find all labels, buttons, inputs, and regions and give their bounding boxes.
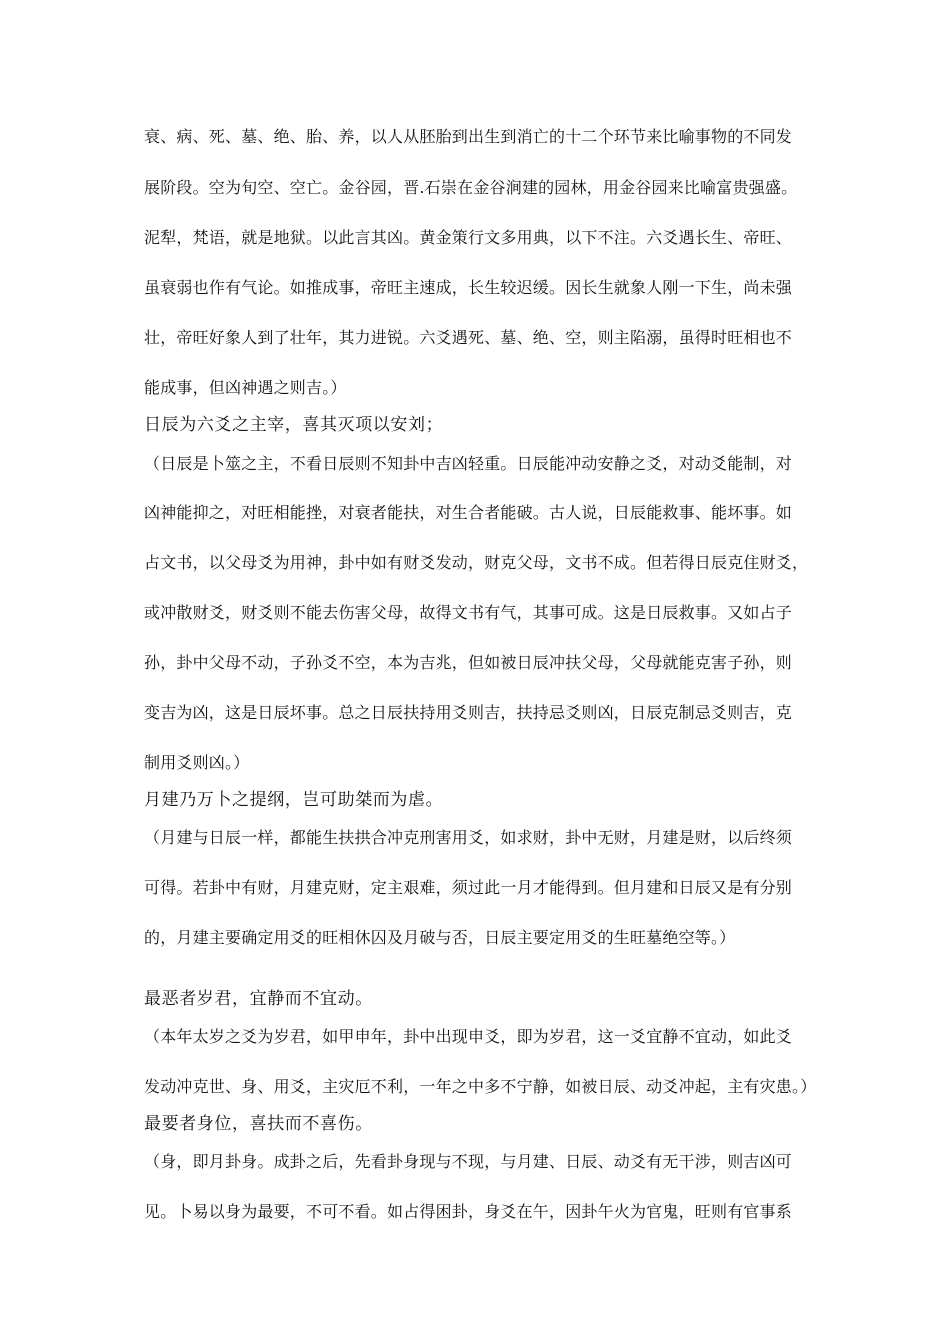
- text-line: 变吉为凶，这是日辰坏事。总之日辰扶持用爻则吉，扶持忌爻则凶，日辰克制忌爻则吉，克: [144, 703, 793, 722]
- section-heading: 最恶者岁君，宜静而不宜动。: [144, 989, 373, 1009]
- text-line: 凶神能抑之，对旺相能挫，对衰者能扶，对生合者能破。古人说，日辰能救事、能坏事。如: [144, 503, 793, 522]
- text-line: 发动冲克世、身、用爻，主灾厄不利，一年之中多不宁静，如被日辰、动爻冲起，主有灾患。）: [144, 1077, 817, 1096]
- text-line: 虽衰弱也作有气论。如推成事，帝旺主速成，长生较迟缓。因长生就象人刚一下生，尚未强: [144, 278, 793, 297]
- text-line: 展阶段。空为旬空、空亡。金谷园，晋.石崇在金谷涧建的园林，用金谷园来比喻富贵强盛。: [144, 178, 798, 197]
- section-heading: 月建乃万卜之提纲，岂可助桀而为虐。: [144, 790, 444, 810]
- text-line: 的，月建主要确定用爻的旺相休囚及月破与否，日辰主要定用爻的生旺墓绝空等。）: [144, 928, 736, 947]
- text-line: 壮，帝旺好象人到了壮年，其力进锐。六爻遇死、墓、绝、空，则主陷溺，虽得时旺相也不: [144, 328, 793, 347]
- text-line: 可得。若卦中有财，月建克财，定主艰难，须过此一月才能得到。但月建和日辰又是有分别: [144, 878, 793, 897]
- text-line: （本年太岁之爻为岁君，如甲申年，卦中出现申爻，即为岁君，这一爻宜静不宜动，如此爻: [144, 1027, 793, 1046]
- text-line: 制用爻则凶。）: [144, 753, 250, 772]
- text-line: （身，即月卦身。成卦之后，先看卦身现与不现，与月建、日辰、动爻有无干涉，则吉凶可: [144, 1152, 793, 1171]
- text-line: （月建与日辰一样，都能生扶拱合冲克刑害用爻，如求财，卦中无财，月建是财，以后终须: [144, 828, 793, 847]
- text-line: 占文书，以父母爻为用神，卦中如有财爻发动，财克父母，文书不成。但若得日辰克住财爻，: [144, 553, 809, 572]
- text-line: 泥犁，梵语，就是地狱。以此言其凶。黄金策行文多用典，以下不注。六爻遇长生、帝旺、: [144, 228, 793, 247]
- text-line: （日辰是卜筮之主，不看日辰则不知卦中吉凶轻重。日辰能冲动安静之爻，对动爻能制，对: [144, 454, 793, 473]
- text-line: 能成事，但凶神遇之则吉。）: [144, 378, 347, 397]
- section-heading: 日辰为六爻之主宰，喜其灭项以安刘；: [144, 415, 444, 435]
- text-line: 或冲散财爻，财爻则不能去伤害父母，故得文书有气，其事可成。这是日辰救事。又如占子: [144, 603, 793, 622]
- section-heading: 最要者身位，喜扶而不喜伤。: [144, 1114, 373, 1134]
- text-line: 衰、病、死、墓、绝、胎、养，以人从胚胎到出生到消亡的十二个环节来比喻事物的不同发: [144, 127, 793, 146]
- text-line: 孙，卦中父母不动，子孙爻不空，本为吉兆，但如被日辰冲扶父母，父母就能克害子孙，则: [144, 653, 793, 672]
- text-line: 见。卜易以身为最要，不可不看。如占得困卦，身爻在午，因卦午火为官鬼，旺则有官事系: [144, 1202, 793, 1221]
